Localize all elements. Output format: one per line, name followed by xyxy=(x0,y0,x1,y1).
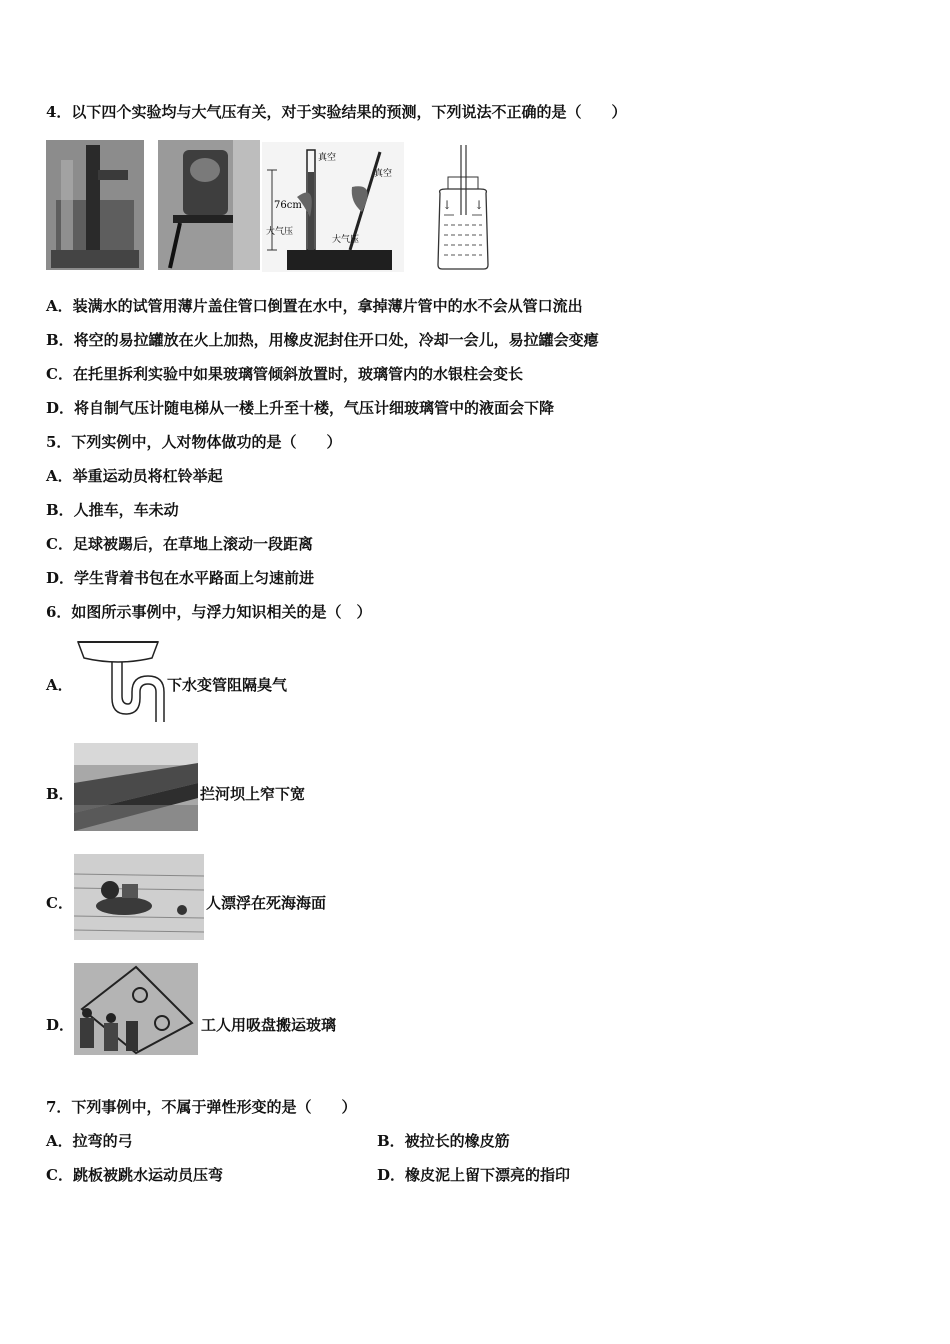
q5-option-b: B．人推车，车未动 xyxy=(46,501,179,519)
q6-stem: 6．如图所示事例中，与浮力知识相关的是（ ） xyxy=(46,603,372,621)
q7-option-a: A．拉弯的弓 xyxy=(46,1132,133,1150)
q5-option-c: C．足球被踢后，在草地上滚动一段距离 xyxy=(46,535,313,553)
q4-figure-barometer xyxy=(428,145,498,271)
svg-text:↓: ↓ xyxy=(442,198,453,212)
q5-option-a: A．举重运动员将杠铃举起 xyxy=(46,467,223,485)
q4-figure-can-heating xyxy=(158,140,260,270)
q6-option-c-caption: 人漂浮在死海海面 xyxy=(206,894,327,912)
label-atm-1: 大气压 xyxy=(266,227,294,237)
q6-figure-dam xyxy=(74,743,198,831)
q4-option-d: D．将自制气压计随电梯从一楼上升至十楼，气压计细玻璃管中的液面会下降 xyxy=(46,399,555,417)
q6-option-a-label: A． xyxy=(46,676,73,694)
q6-option-a-caption: 下水变管阻隔臭气 xyxy=(167,676,288,694)
q4-figure-torricelli xyxy=(262,142,404,272)
q4-figure-test-tube xyxy=(46,140,144,270)
q5-stem: 5．下列实例中，人对物体做功的是（ ） xyxy=(46,433,342,451)
q6-option-d-label: D． xyxy=(46,1016,75,1034)
label-vacuum-2: 真空 xyxy=(374,169,393,179)
q4-option-a: A．装满水的试管用薄片盖住管口倒置在水中，拿掉薄片管中的水不会从管口流出 xyxy=(46,297,583,315)
q4-option-b: B．将空的易拉罐放在火上加热，用橡皮泥封住开口处，冷却一会儿，易拉罐会变瘪 xyxy=(46,331,599,349)
q6-figure-suction-glass xyxy=(74,963,198,1055)
q7-stem: 7．下列事例中，不属于弹性形变的是（ ） xyxy=(46,1098,357,1116)
q5-option-d: D．学生背着书包在水平路面上匀速前进 xyxy=(46,569,315,587)
q7-option-c: C．跳板被跳水运动员压弯 xyxy=(46,1166,223,1184)
q4-stem: 4．以下四个实验均与大气压有关，对于实验结果的预测，下列说法不正确的是（ ） xyxy=(46,103,627,121)
label-vacuum-1: 真空 xyxy=(318,153,337,163)
q6-option-b-label: B． xyxy=(46,785,74,803)
q4-option-c: C．在托里拆利实验中如果玻璃管倾斜放置时，玻璃管内的水银柱会变长 xyxy=(46,365,523,383)
q6-option-c-label: C． xyxy=(46,894,73,912)
q6-figure-drain-trap xyxy=(74,636,166,724)
label-atm-2: 大气压 xyxy=(332,235,360,245)
q6-option-b-caption: 拦河坝上窄下宽 xyxy=(200,785,306,803)
q6-option-d-caption: 工人用吸盘搬运玻璃 xyxy=(201,1016,337,1034)
q7-option-d: D．橡皮泥上留下漂亮的指印 xyxy=(377,1166,571,1184)
label-76cm: 76cm xyxy=(274,200,302,211)
svg-text:↓: ↓ xyxy=(474,198,485,212)
q7-option-b: B．被拉长的橡皮筋 xyxy=(377,1132,510,1150)
q6-figure-dead-sea xyxy=(74,854,204,940)
